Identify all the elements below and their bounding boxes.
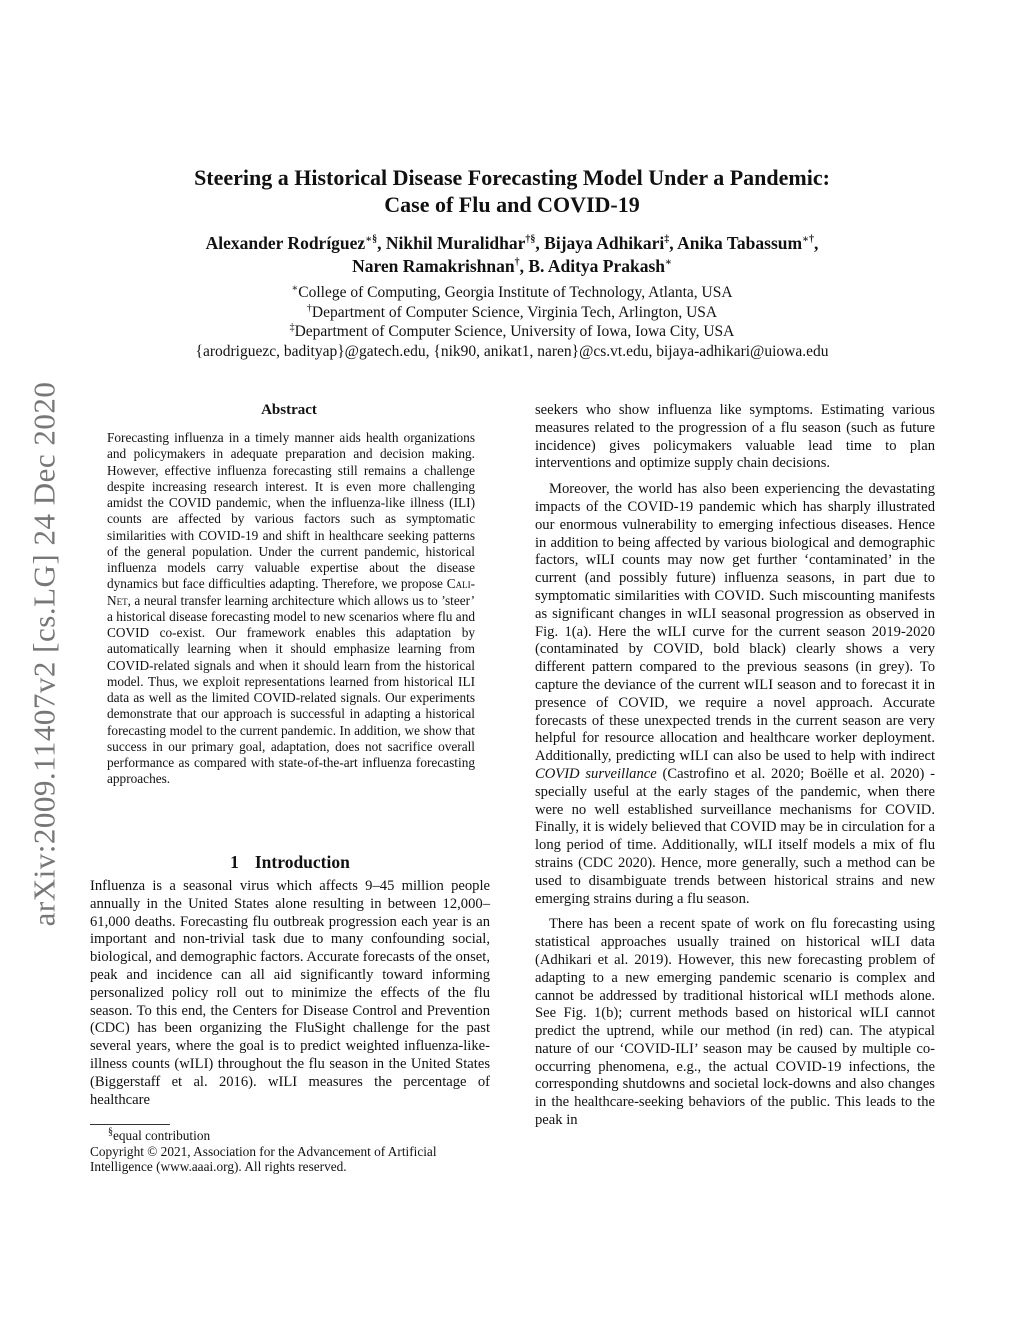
author-name: Alexander Rodríguez	[205, 233, 366, 253]
intro-paragraph-continued: seekers who show influenza like symptoms. Estimating various measures related to the progression of a flu season (such as future incidence) gives policymakers valuable lead time to plan interventions and optimize supply chain decisions.	[535, 402, 935, 472]
author-name: Bijaya Adhikari	[544, 233, 665, 253]
section-heading-introduction	[90, 852, 490, 873]
author-emails: {arodriguezc, badityap}@gatech.edu, {nik90, anikat1, naren}@cs.vt.edu, bijaya-adhikari@uiowa.edu	[195, 342, 829, 360]
section-title: Introduction	[254, 852, 350, 872]
author-name: Nikhil Muralidhar	[385, 233, 526, 253]
intro-paragraph-2: Moreover, the world has also been experiencing the devastating impacts of the COVID-19 pandemic which has sharply illustrated our enormous vulnerability to emerging infectious diseases. Hence in addition to being affected by various biological and demographic factors, wILI counts may now get further ‘contaminated’ in the current (and possibly future) influenza seasons, in part due to symptomatic similarities with COVID. Such miscounting manifests as significant changes in wILI seasonal progression as observed in Fig. 1(a). Here the wILI curve for the current season 2019-2020 (contaminated by COVID, bold black) clearly shows a very different pattern compared to the previous seasons (in grey). To capture the deviance of the current wILI season and to forecast it in presence of COVID, we require a novel approach. Accurate forecasts of these unexpected trends in the current season are very helpful for resource allocation and healthcare worker deployment. Additionally, predicting wILI can also be used to help with indirect COVID surveillance (Castrofino et al. 2020; Boëlle et al. 2020) - specially useful at the early stages of the pandemic, when there were no well established surveillance mechanisms for COVID. Finally, it is widely believed that COVID may be in circulation for a long period of time. Additionally, wILI itself models a mix of flu strains (CDC 2020). Hence, more generally, such a method can be used to disambiguate trends between historical strains and new emerging strains during a flu season.	[535, 481, 935, 907]
affiliation-line: †Department of Computer Science, Virginia Tech, Arlington, USA	[306, 302, 718, 321]
affiliation-line: ∗College of Computing, Georgia Institute of Technology, Atlanta, USA	[291, 282, 733, 301]
title-line-2: Case of Flu and COVID-19	[384, 192, 640, 217]
affiliations	[90, 283, 934, 361]
author-name: Naren Ramakrishnan	[352, 256, 515, 276]
author-mark: †	[514, 257, 520, 269]
paper-title	[90, 164, 934, 218]
author-mark: ‡	[664, 234, 670, 246]
intro-paragraph-3: There has been a recent spate of work on flu forecasting using statistical approaches usually trained on historical wILI data (Adhikari et al. 2019). However, this new forecasting problem of adapting to a new emerging pandemic scenario is complex and cannot be addressed by traditional historical wILI methods alone. See Fig. 1(b); current methods based on historical wILI cannot predict the uptrend, while our method (in red) can. The atypical nature of our ‘COVID-ILI’ season may be caused by multiple co-occurring phenomena, e.g., the actual COVID-19 infections, the corresponding shutdowns and societal lock-downs and also changes in the healthcare-seeking behaviors of the public. This leads to the peak in	[535, 916, 935, 1129]
author-mark: †§	[525, 234, 536, 246]
right-column	[535, 402, 935, 1130]
arxiv-sidebar-stamp	[20, 354, 68, 954]
abstract-heading: Abstract	[261, 402, 317, 418]
title-line-1: Steering a Historical Disease Forecasting Model Under a Pandemic:	[194, 165, 830, 190]
footnotes	[90, 1128, 490, 1175]
abstract-body: Forecasting influenza in a timely manner aids health organizations and policymakers in adequate preparation and decision making. However, effective influenza forecasting still remains a challenge despite increasing research interest. It is even more challenging amidst the COVID pandemic, when the influenza-like illness (ILI) counts are affected by various factors such as symptomatic similarities with COVID-19 and shift in healthcare seeking patterns of the general population. Under the current pandemic, historical influenza models carry valuable expertise about the disease dynamics but face difficulties adapting. Therefore, we propose Cali-Net, a neural transfer learning architecture which allows us to ’steer’ a historical disease forecasting model to new scenarios where flu and COVID co-exist. Our framework enables this adaptation by automatically learning when it should emphasize learning from COVID-related signals and when it should learn from the historical model. Thus, we exploit representations learned from historical ILI data as well as the limited COVID-related signals. Our experiments demonstrate that our approach is successful in adapting a historical forecasting model to the current pandemic. In addition, we show that success in our primary goal, adaptation, does not sacrifice overall performance as compared with state-of-the-art influenza forecasting approaches.	[107, 430, 475, 787]
affiliation-line: ‡Department of Computer Science, University of Iowa, Iowa City, USA	[289, 321, 735, 340]
copyright-notice: Copyright © 2021, Association for the Advancement of Artificial Intelligence (www.aaai.org). All rights reserved.	[90, 1143, 437, 1175]
author-mark: ∗§	[365, 234, 378, 246]
arxiv-id: arXiv:2009.11407v2 [cs.LG] 24 Dec 2020	[26, 381, 61, 927]
intro-paragraph-1: Influenza is a seasonal virus which affects 9–45 million people annually in the United States alone resulting in between 12,000–61,000 deaths. Forecasting flu outbreak progression each year is an important and non-trivial task due to many confounding social, biological, and demographic factors. Accurate forecasts of the onset, peak and incidence can all aid significantly toward informing personalized policy roll out to minimize the effects of the flu season. To this end, the Centers for Disease Control and Prevention (CDC) has been organizing the FluSight challenge for the past several years, where the goal is to predict weighted influenza-like-illness counts (wILI) throughout the flu season in the United States (Biggerstaff et al. 2016). wILI measures the percentage of healthcare	[90, 878, 490, 1108]
section-number: 1	[230, 852, 239, 872]
author-name: B. Aditya Prakash	[528, 256, 665, 276]
footnote-divider	[90, 1124, 170, 1125]
model-name: Cali-Net	[107, 576, 475, 608]
author-mark: ∗†	[802, 234, 815, 246]
author-list: Alexander Rodríguez∗§, Nikhil Muralidhar†§, Bijaya Adhikari‡, Anika Tabassum∗†, Naren Ramakrishnan†, B. Aditya Prakash∗	[205, 233, 819, 276]
author-mark: ∗	[665, 257, 672, 269]
author-name: Anika Tabassum	[677, 233, 803, 253]
emphasis-covid-surveillance: COVID surveillance	[535, 765, 657, 782]
footnote-equal-contribution: §equal contribution	[108, 1126, 211, 1143]
